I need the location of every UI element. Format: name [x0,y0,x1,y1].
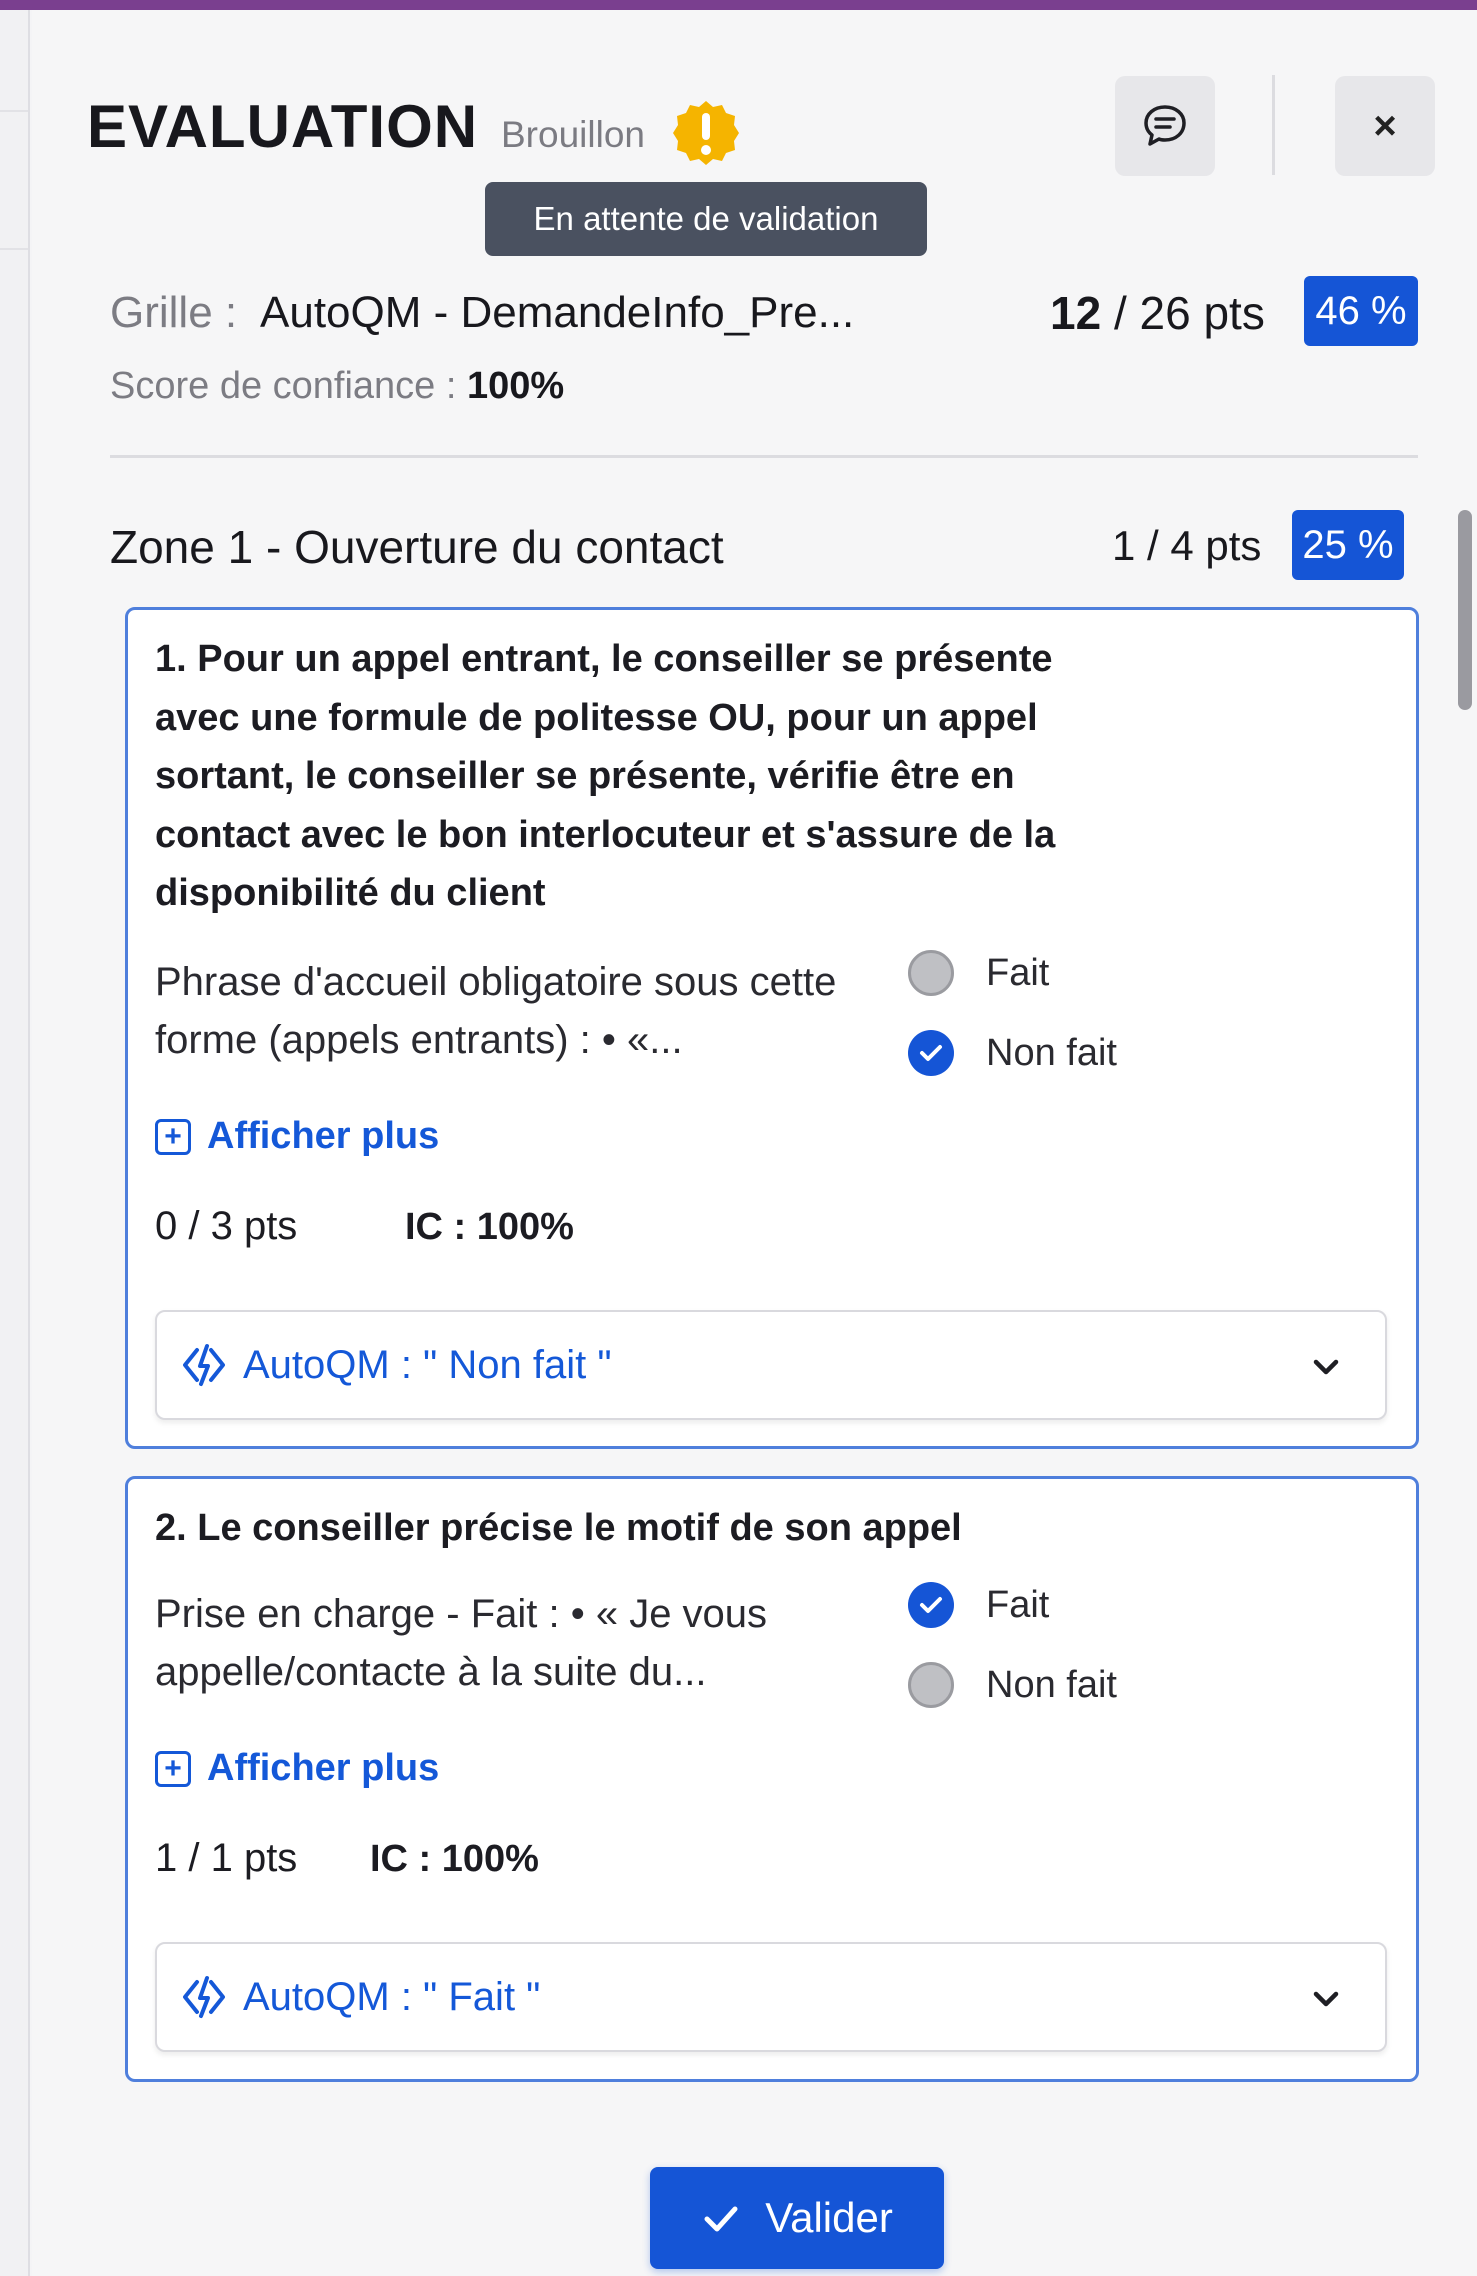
evaluation-panel [32,10,1477,2276]
show-more-link[interactable] [155,1747,439,1790]
radio-checked-icon[interactable] [908,1030,954,1076]
autoqm-label: AutoQM : " Fait " [243,1974,541,2019]
option-non-fait[interactable] [908,1030,1117,1076]
option-label: Non fait [986,1031,1117,1074]
plus-square-icon: + [155,1119,191,1155]
autoqm-dropdown[interactable] [155,1942,1387,2052]
confidence-score [110,365,564,408]
plus-square-icon: + [155,1751,191,1787]
header-separator [1272,75,1275,175]
criterion-ic: IC : 100% [370,1838,539,1880]
divider [110,455,1418,458]
criterion-points: 1 / 1 pts [155,1836,298,1880]
total-score-earned: 12 [1050,287,1102,339]
close-button[interactable] [1335,76,1435,176]
total-percent-badge: 46 % [1304,276,1418,346]
option-non-fait[interactable] [908,1662,1117,1708]
panel-title: EVALUATION [87,93,479,160]
zone-percent-badge: 25 % [1292,510,1404,580]
option-fait[interactable] [908,950,1049,996]
autoqm-label: AutoQM : " Non fait " [243,1342,612,1387]
autoqm-dropdown[interactable] [155,1310,1387,1420]
criterion-ic: IC : 100% [405,1206,574,1248]
warning-badge-icon[interactable] [672,99,740,167]
chevron-down-icon [1309,1982,1343,2016]
zone-title: Zone 1 - Ouverture du contact [110,521,724,573]
criterion-question: 2. Le conseiller précise le motif de son appel [155,1507,962,1549]
status-label: Brouillon [501,114,645,155]
grid-label: Grille : [110,288,238,337]
background-page-edge [0,10,30,2276]
autoqm-icon [181,1974,227,2020]
total-score-max: / 26 pts [1101,287,1265,339]
status-tooltip: En attente de validation [485,182,927,256]
option-fait[interactable] [908,1582,1049,1628]
close-icon: × [1373,103,1397,148]
radio-checked-icon[interactable] [908,1582,954,1628]
zone-score: 1 / 4 pts [1112,522,1262,569]
criterion-description: Phrase d'accueil obligatoire sous cette forme (appels entrants) : • «... [155,960,837,1062]
grid-name: AutoQM - DemandeInfo_Pre... [260,288,855,337]
validate-button[interactable] [650,2167,944,2269]
option-label: Fait [986,951,1050,994]
chat-bubble-icon [1142,103,1188,149]
total-score [1050,286,1265,340]
confidence-value: 100% [467,365,565,407]
background-element [0,110,28,250]
option-label: Fait [986,1583,1050,1626]
criterion-question: 1. Pour un appel entrant, le conseiller se présente avec une formule de politesse OU, pour un appel sortant, le conseiller se présente, vérifie être en contact avec le bon interlocuteur et s'assure de la disponibilité du client [155,638,1056,914]
show-more-link[interactable] [155,1115,439,1158]
radio-unchecked-icon[interactable] [908,1662,954,1708]
criterion-points: 0 / 3 pts [155,1204,298,1248]
check-icon [701,2198,741,2238]
validate-label: Valider [765,2194,893,2241]
criterion-card [125,607,1419,1449]
show-more-label: Afficher plus [207,1115,440,1157]
autoqm-icon [181,1342,227,1388]
top-accent-bar [0,0,1477,10]
criterion-card [125,1476,1419,2082]
show-more-label: Afficher plus [207,1747,440,1789]
chevron-down-icon [1309,1350,1343,1384]
scrollbar-thumb[interactable] [1458,510,1472,710]
option-label: Non fait [986,1663,1117,1706]
comments-button[interactable] [1115,76,1215,176]
confidence-label: Score de confiance : [110,365,457,407]
criterion-description: Prise en charge - Fait : • « Je vous appelle/contacte à la suite du... [155,1592,768,1694]
radio-unchecked-icon[interactable] [908,950,954,996]
